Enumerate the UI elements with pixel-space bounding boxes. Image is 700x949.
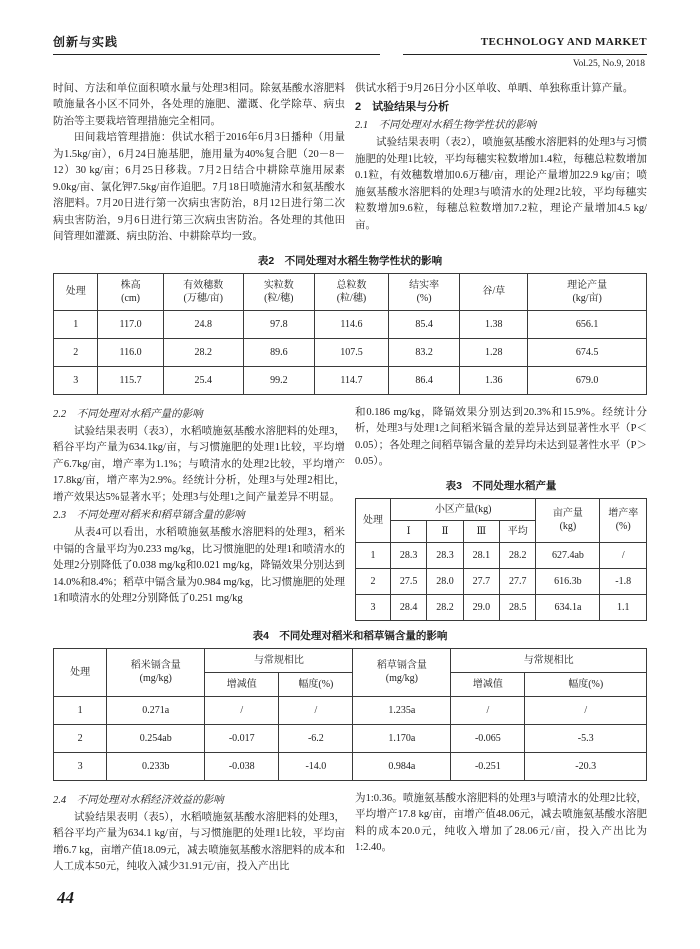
table-header-cell bbox=[389, 273, 460, 310]
table-cell: 114.6 bbox=[314, 310, 388, 338]
table-cell: 2 bbox=[54, 724, 107, 752]
right-column-top bbox=[355, 81, 647, 246]
header-label: 总粒数 bbox=[336, 279, 367, 291]
table-cell: / bbox=[205, 696, 279, 724]
header-label: 处理 bbox=[65, 286, 86, 297]
header-unit: (mg/kg) bbox=[139, 673, 172, 684]
table-cell: 674.5 bbox=[528, 338, 647, 366]
table-cell: 627.4ab bbox=[536, 542, 600, 568]
header-unit: (%) bbox=[416, 292, 432, 304]
table-header-cell bbox=[600, 498, 647, 542]
table-cell: -0.038 bbox=[205, 752, 279, 780]
table2-caption: 表2 不同处理对水稻生物学性状的影响 bbox=[257, 254, 443, 267]
header-unit: (kg/亩) bbox=[572, 292, 602, 304]
table-header-cell: Ⅰ bbox=[390, 520, 426, 542]
table-cell: 616.3b bbox=[536, 568, 600, 594]
table-cell: 97.8 bbox=[243, 310, 314, 338]
table-cell: 83.2 bbox=[389, 338, 460, 366]
left-column-bottom bbox=[53, 791, 345, 876]
table-cell: 1.28 bbox=[460, 338, 528, 366]
table-header-cell bbox=[54, 273, 98, 310]
table-row bbox=[356, 594, 647, 620]
header-label: 实粒数 bbox=[263, 279, 294, 291]
table-row bbox=[54, 338, 647, 366]
table-header-cell: 平均 bbox=[500, 520, 536, 542]
right-column-bottom bbox=[355, 791, 647, 876]
body-row-top bbox=[53, 81, 647, 246]
table-cell: 28.2 bbox=[163, 338, 243, 366]
table3-header bbox=[356, 498, 647, 542]
section-heading-2-2: 2.2 不同处理对水稻产量的影响 bbox=[53, 408, 203, 420]
table-cell: 0.254ab bbox=[107, 724, 205, 752]
table-cell: 2 bbox=[54, 338, 98, 366]
table-cell: 28.2 bbox=[500, 542, 536, 568]
body-row-middle bbox=[53, 405, 647, 621]
table-cell: 85.4 bbox=[389, 310, 460, 338]
table-cell: 3 bbox=[54, 366, 98, 394]
table-cell: 1.235a bbox=[353, 696, 451, 724]
table-cell: 107.5 bbox=[314, 338, 388, 366]
table-cell: 0.271a bbox=[107, 696, 205, 724]
table-row bbox=[356, 568, 647, 594]
header-unit: (cm) bbox=[121, 292, 141, 304]
table-cell: 28.4 bbox=[390, 594, 426, 620]
header-unit: (粒/穗) bbox=[264, 292, 294, 304]
table2-body bbox=[54, 310, 647, 394]
paragraph: 和0.186 mg/kg，降镉效果分别达到20.3%和15.9%。经统计分析，处理3与处理1之间稻米镉含量的差异达到显著性水平（P＜0.05）；各处理之间稻草镉含量的差异均未达到显著性水平（P＞0.05）。 bbox=[355, 406, 647, 467]
table-cell: / bbox=[279, 696, 353, 724]
paragraph: 时间、方法和单位面积喷水量与处理3相同。除氨基酸水溶肥料喷施量各小区不同外，各处理的施肥、灌溉、化学除草、病虫防治等主要栽培管理措施完全相同。 bbox=[53, 82, 345, 127]
journal-title-cn: 创新与实践 bbox=[53, 34, 380, 55]
table-header-row bbox=[54, 648, 647, 672]
page-number: 44 bbox=[57, 887, 74, 907]
table-cell: / bbox=[525, 696, 647, 724]
header-title-row bbox=[53, 34, 647, 55]
table-header-row bbox=[54, 273, 647, 310]
header-label: 稻米镉含量 bbox=[130, 660, 181, 671]
table-row bbox=[356, 542, 647, 568]
table-cell: 24.8 bbox=[163, 310, 243, 338]
section-heading-2: 2 试验结果与分析 bbox=[355, 101, 450, 113]
header-unit: (mg/kg) bbox=[385, 673, 418, 684]
table4-section bbox=[53, 629, 647, 781]
table-cell: 0.984a bbox=[353, 752, 451, 780]
table-cell: 1.170a bbox=[353, 724, 451, 752]
table4-caption: 表4 不同处理对稻米和稻草镉含量的影响 bbox=[252, 629, 448, 642]
table-cell: 28.1 bbox=[463, 542, 499, 568]
paragraph: 供试水稻于9月26日分小区单收、单晒、单独称重计算产量。 bbox=[355, 82, 634, 94]
table-cell: -5.3 bbox=[525, 724, 647, 752]
table4-body bbox=[54, 696, 647, 780]
table-cell: 28.3 bbox=[427, 542, 463, 568]
table-header-cell bbox=[460, 273, 528, 310]
table-header-cell: Ⅱ bbox=[427, 520, 463, 542]
table-cell: -0.017 bbox=[205, 724, 279, 752]
table-header-cell bbox=[107, 648, 205, 696]
table-header-cell: 小区产量(kg) bbox=[390, 498, 536, 520]
paragraph: 从表4可以看出，水稻喷施氨基酸水溶肥料的处理3，稻米中镉的含量平均为0.233 mg/kg，比习惯施肥的处理1和喷清水的处理2分别降低了0.038 mg/kg和0.021 mg/kg，降镉效果分别达到14.0%和8.4%；稻草中镉含量为0.984 mg/kg，比习惯施肥的处理1和喷清水的处理2分别降低了0.251 mg/kg bbox=[53, 527, 345, 604]
left-column-middle bbox=[53, 405, 345, 621]
table2-header bbox=[54, 273, 647, 310]
table-header-cell: 幅度(%) bbox=[279, 672, 353, 696]
table-header-cell: 与常规相比 bbox=[451, 648, 647, 672]
table-cell: -6.2 bbox=[279, 724, 353, 752]
table-cell: 27.7 bbox=[500, 568, 536, 594]
table-header-cell: Ⅲ bbox=[463, 520, 499, 542]
header-label: 谷/草 bbox=[482, 286, 506, 297]
table-cell: 99.2 bbox=[243, 366, 314, 394]
table-cell: -0.065 bbox=[451, 724, 525, 752]
table-row bbox=[54, 752, 647, 780]
left-column-top bbox=[53, 81, 345, 246]
table-cell: 3 bbox=[54, 752, 107, 780]
table-cell: 634.1a bbox=[536, 594, 600, 620]
right-column-middle bbox=[355, 405, 647, 621]
header-unit: (kg) bbox=[559, 521, 577, 532]
table3-caption: 表3 不同处理水稻产量 bbox=[445, 479, 557, 492]
table-cell: 1.36 bbox=[460, 366, 528, 394]
section-heading-2-3: 2.3 不同处理对稻米和稻草镉含量的影响 bbox=[53, 510, 245, 521]
paragraph: 试验结果表明（表3），水稻喷施氨基酸水溶肥料的处理3，稻谷平均产量为634.1kg/亩，与习惯施肥的处理1比较，平均增产6.7kg/亩，增产率为1.1%；与喷清水的处理2比较，平均增产17.8kg/亩，增产率为2.9%。经统计分析，处理3与处理2相比，增产效果达5%显著水平；处理3与处理1之间产量差异不明显。 bbox=[53, 425, 345, 503]
table-cell: / bbox=[451, 696, 525, 724]
table-header-cell bbox=[314, 273, 388, 310]
table-header-cell bbox=[528, 273, 647, 310]
table-cell: 116.0 bbox=[98, 338, 163, 366]
table-header-cell bbox=[243, 273, 314, 310]
body-row-bottom bbox=[53, 791, 647, 876]
table-cell: 1.1 bbox=[600, 594, 647, 620]
table-cell: 86.4 bbox=[389, 366, 460, 394]
table-cell: -20.3 bbox=[525, 752, 647, 780]
header-unit: (万穗/亩) bbox=[183, 292, 223, 304]
table-cell: 28.5 bbox=[500, 594, 536, 620]
paragraph: 田间栽培管理措施：供试水稻于2016年6月3日播种（用量为1.5kg/亩），6月24日施基肥，施用量为40%复合肥（20－8－12）30 kg/亩；6月25日移栽。7月2日结合中耕除草施用尿素9.0kg/亩、氯化钾7.5kg/亩作追肥。7月18日喷施清水和氨基酸水溶肥料。7月20日进行第一次病虫害防治，8月12日进行第二次病虫害防治，9月6日进行第三次病虫害防治。各处理的其他田间管理如灌溉、病虫防治、中耕除草均一致。 bbox=[53, 132, 345, 242]
table-header-cell: 处理 bbox=[356, 498, 391, 542]
table-cell: 27.7 bbox=[463, 568, 499, 594]
table-row bbox=[54, 366, 647, 394]
page-header bbox=[53, 34, 647, 71]
table-cell: 1.38 bbox=[460, 310, 528, 338]
table-header-cell bbox=[98, 273, 163, 310]
table-cell: -14.0 bbox=[279, 752, 353, 780]
table3-body bbox=[356, 542, 647, 620]
header-label: 增产率 bbox=[608, 508, 639, 519]
table-header-cell bbox=[536, 498, 600, 542]
table-row bbox=[54, 724, 647, 752]
paragraph: 试验结果表明（表5），水稻喷施氨基酸水溶肥料的处理3，稻谷平均产量为634.1 kg/亩，与习惯施肥的处理1比较，平均亩增6.7 kg，亩增产值18.09元，减去喷施氨基酸水溶肥料的成本和人工成本50元，纯收入减少31.91元/亩，投入产出比 bbox=[53, 811, 345, 872]
table-row bbox=[54, 696, 647, 724]
table-header-cell: 与常规相比 bbox=[205, 648, 353, 672]
table-cell: 28.3 bbox=[390, 542, 426, 568]
table-cell: 2 bbox=[356, 568, 391, 594]
paragraph: 为1:0.36。喷施氨基酸水溶肥料的处理3与喷清水的处理2比较，平均增产17.8 kg/亩，亩增产值48.06元，减去喷施氨基酸水溶肥料的成本20.0元，纯收入增加了28.06元/亩，投入产出比为1:2.40。 bbox=[355, 792, 647, 853]
table-cell: 0.233b bbox=[107, 752, 205, 780]
table-header-cell bbox=[353, 648, 451, 696]
table-cell: 114.7 bbox=[314, 366, 388, 394]
paragraph: 试验结果表明（表2），喷施氨基酸水溶肥料的处理3与习惯施肥的处理1比较，平均每穗实粒数增加1.4粒，每穗总粒数增加0.1粒，有效穗数增加0.6万穗/亩，理论产量增加22.9 kg/亩；喷施氨基酸水溶肥料的处理3与喷清水的处理2比较，平均每穗实粒数增加9.6粒，每穗总粒数增加7.2粒，理论产量增加4.5 kg/亩。 bbox=[355, 137, 647, 231]
table-cell: 3 bbox=[356, 594, 391, 620]
table-cell: 28.0 bbox=[427, 568, 463, 594]
table-cell: 25.4 bbox=[163, 366, 243, 394]
table2-section bbox=[53, 254, 647, 395]
table-cell: 29.0 bbox=[463, 594, 499, 620]
table-cell: 656.1 bbox=[528, 310, 647, 338]
table-cell: -0.251 bbox=[451, 752, 525, 780]
section-heading-2-1: 2.1 不同处理对水稻生物学性状的影响 bbox=[355, 120, 537, 131]
header-unit: (%) bbox=[615, 521, 631, 532]
table-cell: 679.0 bbox=[528, 366, 647, 394]
header-label: 株高 bbox=[120, 279, 141, 291]
table-cell: / bbox=[600, 542, 647, 568]
table-header-row bbox=[356, 498, 647, 520]
table-header-cell: 增减值 bbox=[451, 672, 525, 696]
header-label: 稻草镉含量 bbox=[376, 660, 427, 671]
table-cell: 1 bbox=[54, 310, 98, 338]
table-cell: 1 bbox=[356, 542, 391, 568]
table-header-cell: 增减值 bbox=[205, 672, 279, 696]
table-cell: 1 bbox=[54, 696, 107, 724]
table-cell: 117.0 bbox=[98, 310, 163, 338]
table2 bbox=[53, 273, 647, 395]
table-cell: 27.5 bbox=[390, 568, 426, 594]
table-cell: 115.7 bbox=[98, 366, 163, 394]
table4-header bbox=[54, 648, 647, 696]
header-label: 理论产量 bbox=[567, 279, 608, 291]
header-label: 亩产量 bbox=[552, 508, 583, 519]
table-header-cell bbox=[163, 273, 243, 310]
table-cell: -1.8 bbox=[600, 568, 647, 594]
header-label: 有效穗数 bbox=[183, 279, 224, 291]
table-header-cell: 处理 bbox=[54, 648, 107, 696]
header-unit: (粒/穗) bbox=[336, 292, 367, 304]
table4 bbox=[53, 648, 647, 781]
table3 bbox=[355, 498, 647, 621]
table3-section bbox=[355, 479, 647, 621]
table-cell: 89.6 bbox=[243, 338, 314, 366]
table-row bbox=[54, 310, 647, 338]
header-label: 结实率 bbox=[409, 279, 440, 291]
table-header-cell: 幅度(%) bbox=[525, 672, 647, 696]
section-heading-2-4: 2.4 不同处理对水稻经济效益的影响 bbox=[53, 794, 224, 806]
issue-info: Vol.25, No.9, 2018 bbox=[572, 58, 645, 69]
table-cell: 28.2 bbox=[427, 594, 463, 620]
journal-title-en: TECHNOLOGY AND MARKET bbox=[403, 34, 647, 55]
